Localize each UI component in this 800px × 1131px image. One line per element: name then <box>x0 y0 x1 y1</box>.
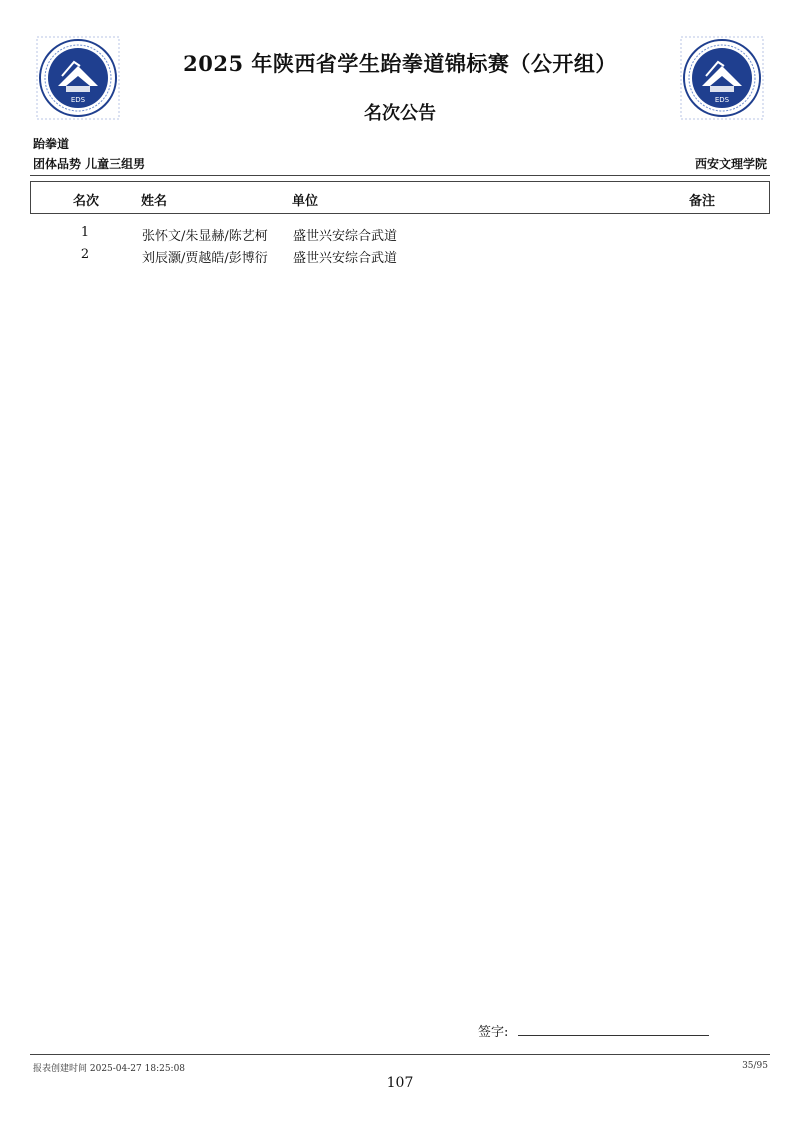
top-divider <box>30 175 770 176</box>
header-note: 备注 <box>689 194 716 209</box>
header-unit: 单位 <box>292 194 319 209</box>
row-rank: 2 <box>80 247 90 262</box>
header-name: 姓名 <box>141 194 168 209</box>
document-subtitle: 名次公告 <box>364 103 436 124</box>
row-unit: 盛世兴安综合武道 <box>293 251 398 266</box>
header-rank: 名次 <box>73 194 100 209</box>
page-number: 107 <box>386 1075 414 1091</box>
event-label: 团体品势 儿童三组男 <box>33 157 146 171</box>
page-ratio: 35/95 <box>742 1061 768 1071</box>
signature-line <box>518 1035 709 1036</box>
logo-text: EDS <box>70 96 86 104</box>
bottom-divider <box>30 1054 770 1055</box>
table-row <box>30 225 770 247</box>
logo-text: EDS <box>714 96 730 104</box>
row-rank: 1 <box>80 225 90 240</box>
row-unit: 盛世兴安综合武道 <box>293 229 398 244</box>
table-row <box>30 247 770 269</box>
report-created-time: 报表创建时间 2025-04-27 18:25:08 <box>33 1064 186 1074</box>
row-name: 张怀文/朱显赫/陈艺柯 <box>142 229 268 244</box>
signature-label: 签字: <box>478 1025 509 1040</box>
row-name: 刘辰灏/贾越皓/彭博衍 <box>142 251 268 266</box>
table-header <box>30 181 770 214</box>
sport-label: 跆拳道 <box>33 137 70 151</box>
document-title: 2025 年陕西省学生跆拳道锦标赛（公开组） <box>183 51 617 76</box>
venue-label: 西安文理学院 <box>694 157 767 171</box>
